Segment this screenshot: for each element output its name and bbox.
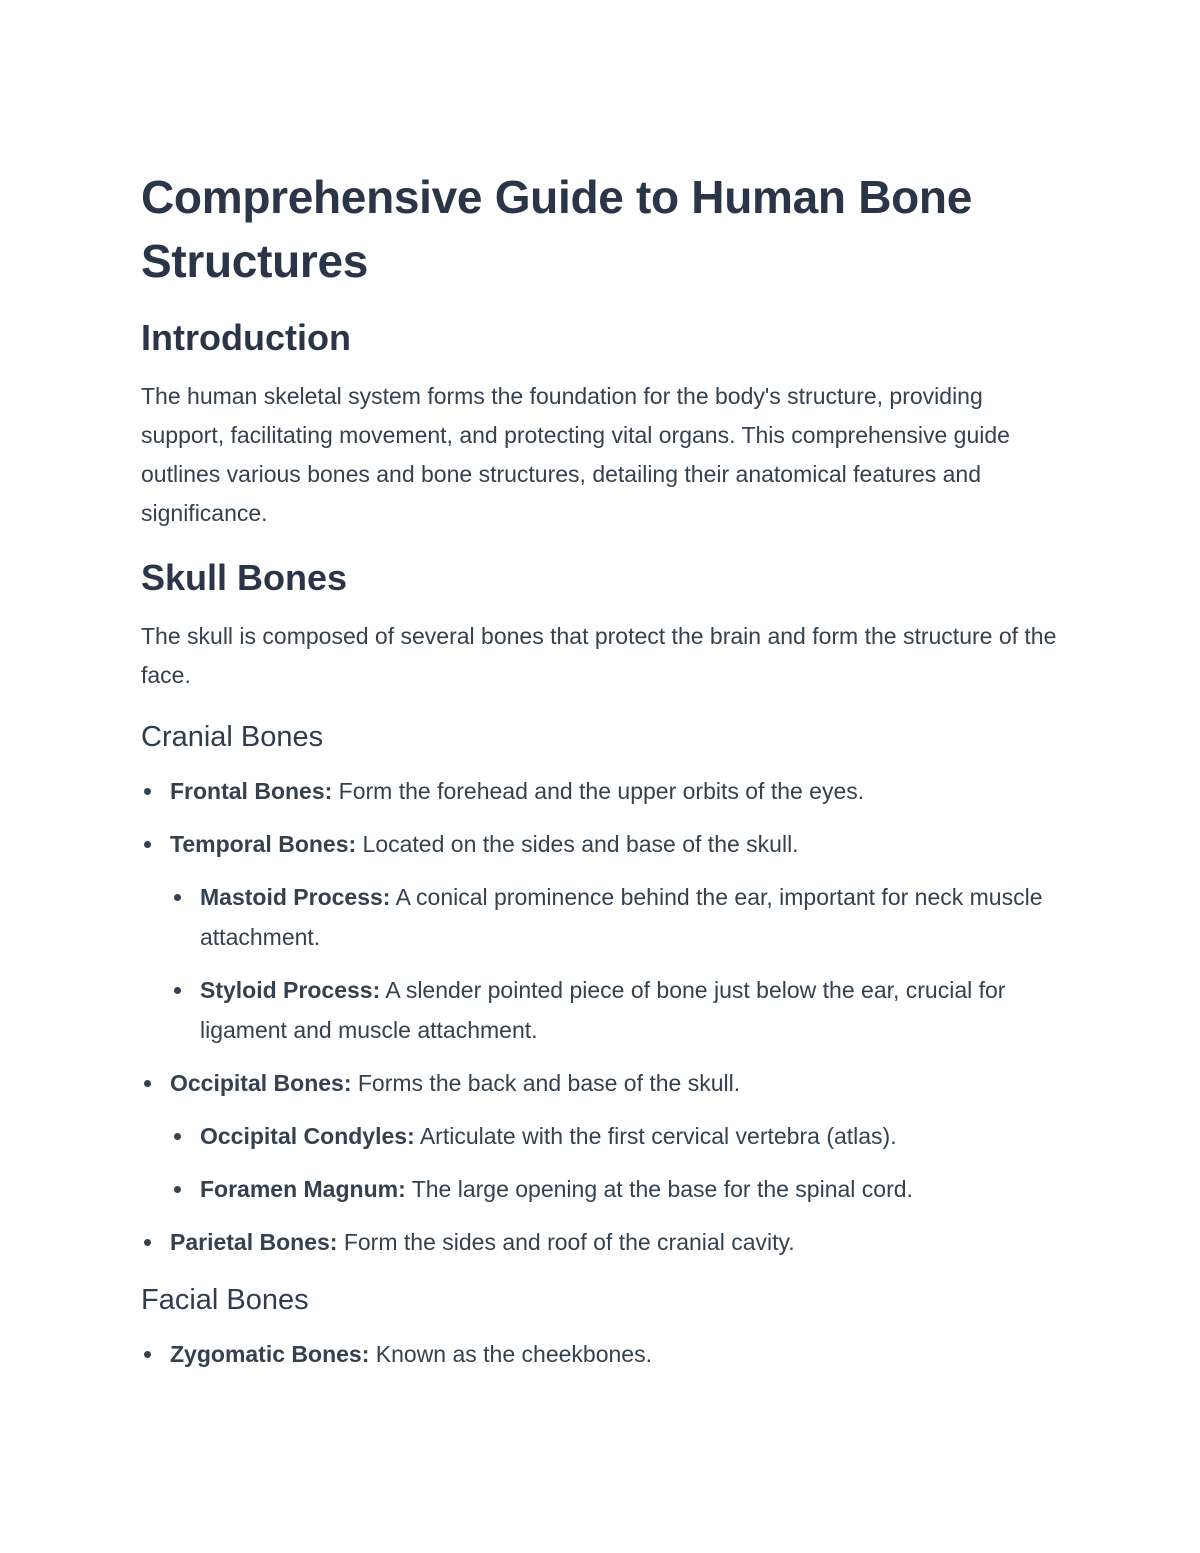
description: Form the forehead and the upper orbits of the eyes.	[332, 778, 865, 804]
term: Occipital Condyles:	[200, 1123, 415, 1149]
term: Frontal Bones:	[170, 778, 333, 804]
list-item-parietal-bones	[141, 1222, 1070, 1262]
description: Articulate with the first cervical vertebra (atlas).	[414, 1123, 897, 1149]
description: Located on the sides and base of the skull.	[356, 831, 799, 857]
cranial-bones-list	[141, 771, 1070, 1262]
description: Known as the cheekbones.	[369, 1341, 652, 1367]
list-item-occipital-condyles	[171, 1116, 1070, 1156]
list-item-temporal-bones	[141, 824, 1070, 1050]
list-item-mastoid-process	[171, 877, 1070, 957]
description: Forms the back and base of the skull.	[351, 1070, 741, 1096]
description: A conical prominence behind the ear, important for neck muscle attachment.	[200, 884, 1043, 950]
page-title: Comprehensive Guide to Human Bone Structures	[141, 171, 972, 287]
term: Occipital Bones:	[170, 1070, 352, 1096]
term: Parietal Bones:	[170, 1229, 338, 1255]
facial-bones-heading: Facial Bones	[141, 1284, 309, 1316]
list-item-foramen-magnum	[171, 1169, 1070, 1209]
temporal-bones-sublist	[170, 877, 1070, 1050]
cranial-bones-heading: Cranial Bones	[141, 721, 324, 753]
skull-bones-heading: Skull Bones	[141, 557, 348, 598]
list-item-frontal-bones	[141, 771, 1070, 811]
term: Zygomatic Bones:	[170, 1341, 370, 1367]
description: Form the sides and roof of the cranial cavity.	[337, 1229, 795, 1255]
introduction-paragraph: The human skeletal system forms the foundation for the body's structure, providing support, facilitating movement, and protecting vital organs. This comprehensive guide outlines various bones and bone structures, detailing their anatomical features and significance.	[141, 383, 1010, 526]
description: The large opening at the base for the spinal cord.	[405, 1176, 913, 1202]
list-item-occipital-bones	[141, 1063, 1070, 1209]
list-item-zygomatic-bones	[141, 1334, 1070, 1374]
description: A slender pointed piece of bone just below the ear, crucial for ligament and muscle attachment.	[200, 977, 1006, 1043]
occipital-bones-sublist	[170, 1116, 1070, 1209]
list-item-styloid-process	[171, 970, 1070, 1050]
term: Foramen Magnum:	[200, 1176, 406, 1202]
introduction-heading: Introduction	[141, 317, 351, 358]
term: Temporal Bones:	[170, 831, 357, 857]
term: Mastoid Process:	[200, 884, 391, 910]
facial-bones-list	[141, 1334, 1070, 1374]
skull-bones-paragraph: The skull is composed of several bones that protect the brain and form the structure of the face.	[141, 623, 1057, 688]
term: Styloid Process:	[200, 977, 381, 1003]
